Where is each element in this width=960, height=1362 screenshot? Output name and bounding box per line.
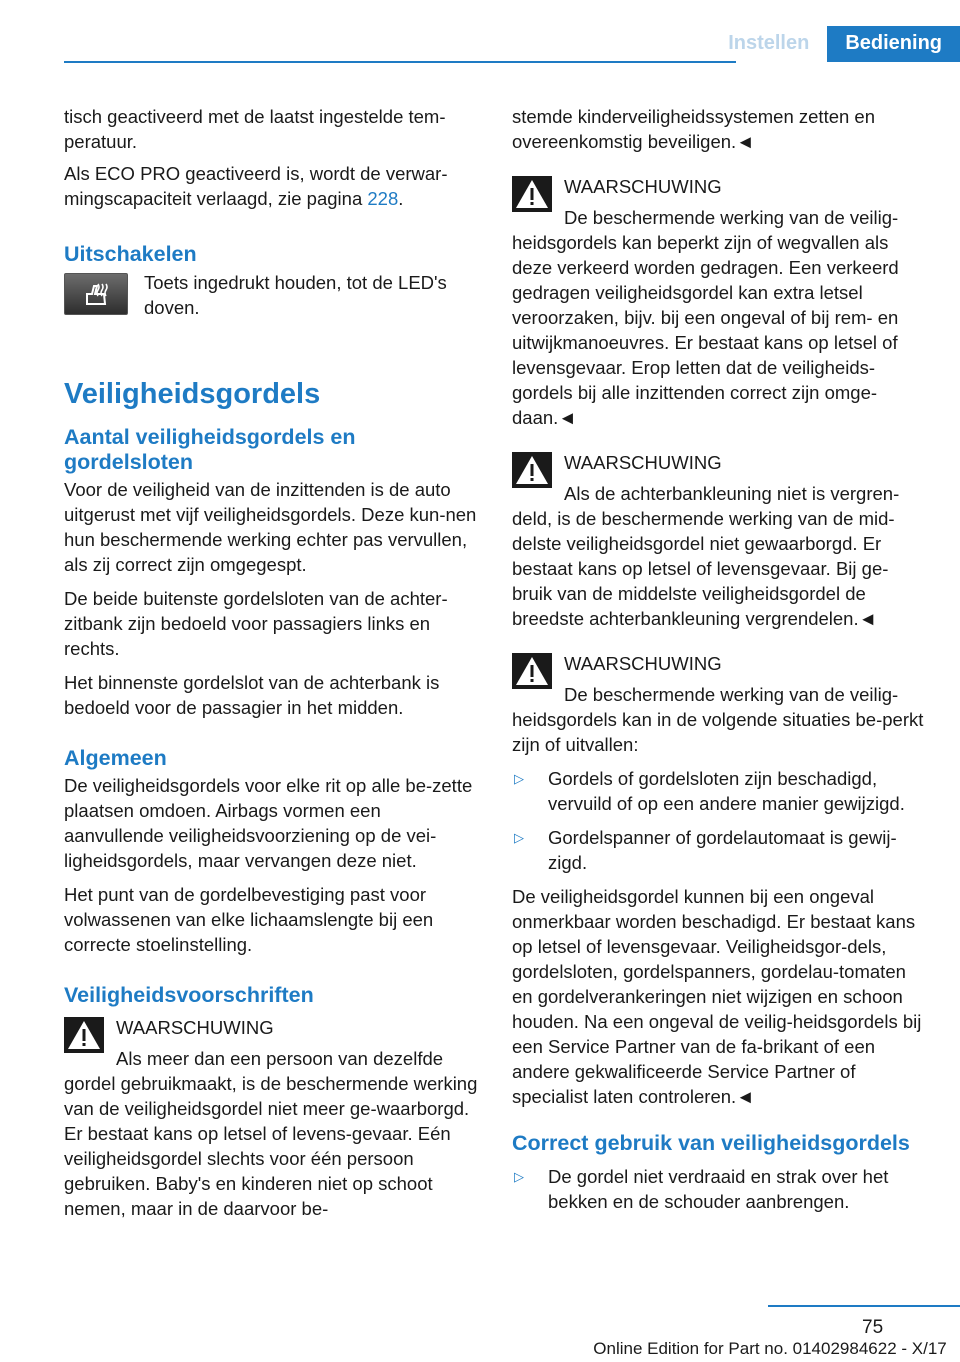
tab-instellen[interactable]: Instellen: [728, 32, 810, 54]
uitschakelen-text: Toets ingedrukt houden, tot de LED's doven.: [144, 272, 447, 318]
warning-block: [512, 174, 928, 430]
paragraph: De veiligheidsgordel kunnen bij een ongeval onmerkbaar worden beschadigd. Er bestaat kans op letsel of levensgevaar. Veiligheidsgor-dels, gordelsloten, gordelspanners, gordelau-tomaten en gordelverankeringen niet wijzigen en schoon houden. Na een ongeval de veilig-heidsgordels bij een Service Partner van de fa-brikant of een andere gekwalificeerde Service Partner of specialist laten controleren.◄: [512, 886, 922, 1107]
list-item: [512, 1164, 928, 1214]
list-item: [512, 825, 928, 875]
left-column: [64, 104, 480, 1230]
page-number: 75: [862, 1317, 884, 1338]
list-item-text: De gordel niet verdraaid en strak over het bekken en de schouder aanbrengen.: [548, 1166, 889, 1212]
warning-title: WAARSCHUWING: [564, 452, 722, 473]
warning-block: [512, 450, 928, 631]
list-item: [512, 766, 928, 816]
seat-heating-button-row: [64, 270, 480, 329]
seat-heating-button: [64, 273, 128, 315]
edition-footer: Online Edition for Part no. 01402984622 - X/17: [593, 1339, 947, 1358]
warning-title: WAARSCHUWING: [564, 653, 722, 674]
warning-icon: [64, 1017, 104, 1053]
triangle-bullet-icon: ▷: [514, 771, 524, 786]
warning-block: [64, 1015, 480, 1221]
heading-veiligheidsgordels: Veiligheidsgordels: [64, 378, 321, 410]
paragraph: Het punt van de gordelbevestiging past voor volwassenen van elke lichaamslengte bij een correcte stoelinstelling.: [64, 884, 434, 955]
warning-title: WAARSCHUWING: [564, 176, 722, 197]
paragraph-text: Als ECO PRO geactiveerd is, wordt de verwar-mingscapaciteit verlaagd, zie pagina: [64, 163, 448, 209]
heading-algemeen: Algemeen: [64, 746, 167, 770]
warning-text: Als de achterbankleuning niet is vergren-deld, is de beschermende werking van de mid-delste veiligheidsgordel niet gewaarborgd. Er bestaat kans op letsel of levensgevaar. Bij ge-bruik van de middelste veiligheidsgordel de breedste achterbankleuning vergrendelen.◄: [512, 483, 900, 629]
header-rule: [64, 61, 736, 63]
paragraph: De veiligheidsgordels voor elke rit op alle be-zette plaatsen omdoen. Airbags vormen een aanvullende veiligheidsvoorziening op de vei-ligheidsgordels, maar vervangen deze niet.: [64, 775, 473, 871]
tab-bediening[interactable]: Bediening: [827, 26, 960, 62]
warning-text: Als meer dan een persoon van dezelfde gordel gebruikmaakt, is de beschermende werking van de veiligheidsgordel niet meer ge-waarborgd. Er bestaat kans op letsel of levens-gevaar. Eén veiligheidsgordel slechts voor één persoon gebruiken. Baby's en kinderen niet op schoot nemen, maar in de daarvoor be-: [64, 1048, 478, 1219]
warning-icon: [512, 176, 552, 212]
right-column: [512, 104, 928, 1223]
heading-aantal: Aantal veiligheidsgordels en gordelsloten: [64, 425, 356, 474]
heading-correct-gebruik: Correct gebruik van veiligheidsgordels: [512, 1131, 910, 1155]
warning-icon: [512, 452, 552, 488]
page-link[interactable]: 228: [367, 188, 399, 209]
seat-heating-icon: [78, 280, 114, 308]
heading-uitschakelen: Uitschakelen: [64, 242, 197, 266]
warning-text: De beschermende werking van de veilig-heidsgordels kan beperkt zijn of wegvallen als deze verkeerd worden gedragen. Een verkeerd gedragen veiligheidsgordel kan extra letsel veroorzaken, bijv. bij een ongeval of bij rem- en uitwijkmanoeuvres. Er bestaat kans op letsel of levensgevaar. Erop letten dat de veiligheids-gordels bij alle inzittenden correct zijn omge-daan.◄: [512, 207, 899, 428]
paragraph: De beide buitenste gordelsloten van de achter-zitbank zijn bedoeld voor passagiers links en rechts.: [64, 588, 448, 659]
list-item-text: Gordelspanner of gordelautomaat is gewij-zigd.: [548, 827, 897, 873]
warning-block: [512, 651, 928, 757]
warning-title: WAARSCHUWING: [116, 1017, 274, 1038]
paragraph: Voor de veiligheid van de inzittenden is de auto uitgerust met vijf veiligheidsgordels. Deze kun-nen hun beschermende werking echter pas vervullen, als zij correct zijn omgegespt.: [64, 479, 477, 575]
header-nav: [710, 26, 960, 62]
paragraph: tisch geactiveerd met de laatst ingestelde tem-peratuur.: [64, 106, 446, 152]
heading-veiligheidsvoorschriften: Veiligheidsvoorschriften: [64, 983, 314, 1007]
paragraph: stemde kinderveiligheidssystemen zetten en overeenkomstig beveiligen.◄: [512, 106, 875, 152]
paragraph-eco-pro: [64, 161, 480, 211]
triangle-bullet-icon: ▷: [514, 830, 524, 845]
warning-text: De beschermende werking van de veilig-heidsgordels kan in de volgende situaties be-perkt zijn of uitvallen:: [512, 684, 924, 755]
list-item-text: Gordels of gordelsloten zijn beschadigd, vervuild of op een andere manier gewijzigd.: [548, 768, 905, 814]
footer-rule: [768, 1305, 960, 1307]
paragraph-end: .: [398, 188, 404, 209]
warning-icon: [512, 653, 552, 689]
paragraph: Het binnenste gordelslot van de achterbank is bedoeld voor de passagier in het midden.: [64, 672, 440, 718]
triangle-bullet-icon: ▷: [514, 1169, 524, 1184]
